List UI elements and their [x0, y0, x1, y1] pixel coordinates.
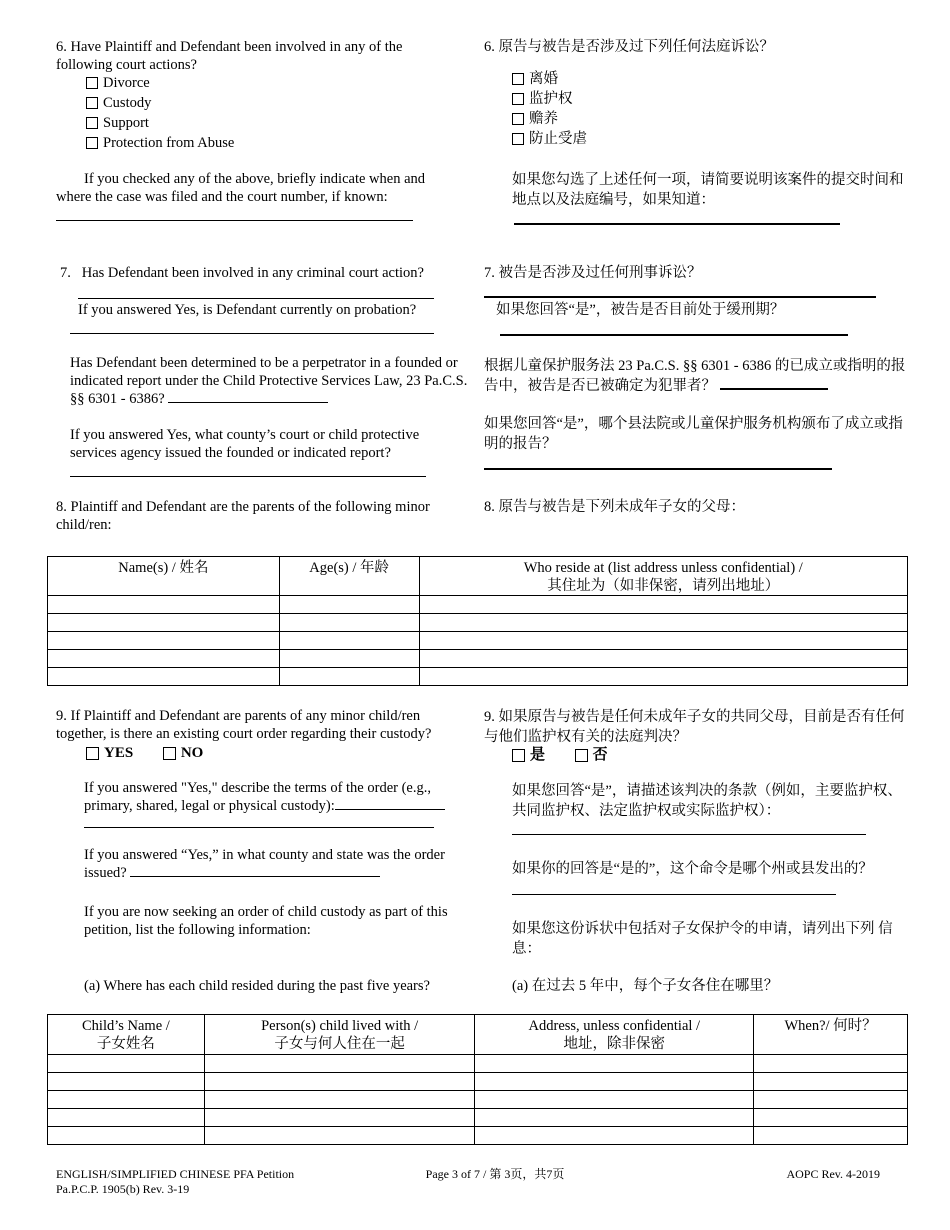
q8-question-zh: 8. 原告与被告是下列未成年子女的父母： [484, 499, 745, 515]
col-address-header: Who reside at (list address unless confidential) / 其住址为（如非保密，请列出地址） [419, 557, 907, 596]
q7-probation-zh: 如果您回答“是”，被告是否目前处于缓刑期？ [496, 302, 785, 318]
q6-option-divorce-zh[interactable]: 离婚 [512, 69, 587, 89]
table-row [48, 632, 908, 650]
q9-question-en: 9. If Plaintiff and Defendant are parents of any minor child/ren together, is there an existing court order regarding their custody? [56, 708, 432, 742]
q9-terms-line-en[interactable] [84, 827, 434, 828]
q7-county-zh: 如果您回答“是”，哪个县法院或儿童保护服务机构颁布了成立或指明的报告？ [484, 416, 903, 452]
q7-perpetrator-en: Has Defendant been determined to be a perpetrator in a founded or indicated report under the Child Protective Services Law, 23 Pa.C.S. §§ 6301 - 6386? [70, 355, 468, 407]
q9-seeking-en: If you are now seeking an order of child custody as part of this petition, list the following information: [84, 904, 448, 938]
table-row [48, 1091, 908, 1109]
q6-option-pfa-zh[interactable]: 防止受虐 [512, 129, 587, 149]
q6-option-support[interactable]: Support [86, 113, 234, 133]
checkbox[interactable] [512, 113, 524, 125]
checkbox[interactable] [512, 93, 524, 105]
q7-probation-line-en[interactable] [70, 333, 434, 334]
q9-terms-en: If you answered "Yes," describe the terms of the order (e.g., primary, shared, legal or physical custody): [84, 779, 456, 815]
q7-question-en: 7. Has Defendant been involved in any criminal court action? [60, 265, 424, 281]
q7-county-line-en[interactable] [70, 476, 426, 477]
children-table [47, 556, 908, 686]
checkbox[interactable] [163, 747, 176, 760]
q6-followup-en: If you checked any of the above, briefly indicate when and where the case was filed and the court number, if known: [56, 171, 426, 205]
q8-question-en: 8. Plaintiff and Defendant are the parents of the following minor child/ren: [56, 499, 430, 533]
table-row [48, 1073, 908, 1091]
q7-probation-en: If you answered Yes, is Defendant currently on probation? [78, 302, 417, 318]
col-address-header: Address, unless confidential / 地址，除非保密 [475, 1015, 754, 1055]
col-child-name-header: Child’s Name / 子女姓名 [48, 1015, 205, 1055]
q6-option-support-zh[interactable]: 赡养 [512, 109, 587, 129]
col-age-header: Age(s) / 年龄 [279, 557, 419, 596]
table-row [48, 650, 908, 668]
checkbox[interactable] [512, 749, 525, 762]
col-name-header: Name(s) / 姓名 [48, 557, 280, 596]
q7-county-en: If you answered Yes, what county’s court or child protective services agency issued the founded or indicated report? [70, 427, 420, 461]
col-when-header: When?/ 何时？ [754, 1015, 908, 1055]
checkbox[interactable] [86, 117, 98, 129]
q7-question-zh: 7. 被告是否涉及过任何刑事诉讼？ [484, 265, 702, 281]
footer-form-name: ENGLISH/SIMPLIFIED CHINESE PFA Petition [56, 1167, 295, 1181]
table-row [48, 668, 908, 686]
q7-line-1-zh[interactable] [484, 296, 876, 298]
checkbox[interactable] [86, 137, 98, 149]
checkbox[interactable] [575, 749, 588, 762]
q9-where-blank-en[interactable] [130, 864, 380, 877]
table-row [48, 596, 908, 614]
q9-terms-zh: 如果您回答“是”，请描述该判决的条款（例如，主要监护权、共同监护权、法定监护权或实际监护权）： [512, 783, 902, 819]
q9-where-line-zh[interactable] [512, 894, 836, 895]
q6-option-custody[interactable]: Custody [86, 93, 234, 113]
q6-option-pfa[interactable]: Protection from Abuse [86, 133, 234, 153]
q9-where-en: If you answered “Yes,” in what county and state was the order issued? [84, 847, 445, 881]
checkbox[interactable] [86, 77, 98, 89]
q7-county-line-zh[interactable] [484, 468, 832, 470]
checkbox[interactable] [512, 133, 524, 145]
q9-a-zh: (a) 在过去 5 年中，每个子女各住在哪里？ [512, 978, 779, 994]
q9-yesno-en [86, 744, 229, 765]
q6-followup-zh: 如果您勾选了上述任何一项，请简要说明该案件的提交时间和地点以及法庭编号，如果知道： [512, 172, 904, 208]
q6-answer-line-en[interactable] [56, 220, 413, 221]
q9-seeking-zh: 如果您这份诉状中包括对子女保护令的申请，请列出下列 信息： [512, 921, 893, 957]
q7-probation-line-zh[interactable] [500, 334, 848, 336]
footer-revision: AOPC Rev. 4-2019 [786, 1167, 880, 1181]
q7-perpetrator-blank-zh[interactable] [720, 376, 828, 390]
footer-rule: Pa.P.C.P. 1905(b) Rev. 3-19 [56, 1182, 190, 1196]
checkbox[interactable] [86, 747, 99, 760]
q7-perpetrator-blank-en[interactable] [168, 390, 328, 403]
q6-option-divorce[interactable]: Divorce [86, 73, 234, 93]
q6-option-custody-zh[interactable]: 监护权 [512, 89, 587, 109]
table-row [48, 614, 908, 632]
q9-yesno-zh [512, 746, 634, 767]
table-row [48, 1127, 908, 1145]
residence-table [47, 1014, 908, 1145]
q9-where-zh: 如果你的回答是“是的”，这个命令是哪个州或县发出的？ [512, 861, 873, 877]
table-row [48, 1109, 908, 1127]
q9-question-zh: 9. 如果原告与被告是任何未成年子女的共同父母，目前是否有任何与他们监护权有关的法庭判决？ [484, 709, 905, 745]
q6-options-en [86, 73, 234, 153]
q9-yes-option-zh[interactable]: 是 [512, 746, 545, 764]
q6-question-zh: 6. 原告与被告是否涉及过下列任何法庭诉讼？ [484, 39, 774, 55]
q6-answer-line-zh[interactable] [514, 223, 840, 225]
q9-terms-line-zh[interactable] [512, 834, 866, 835]
q9-a-en: (a) Where has each child resided during the past five years? [84, 978, 430, 994]
checkbox[interactable] [86, 97, 98, 109]
q9-no-option[interactable]: NO [163, 744, 204, 762]
col-lived-with-header: Person(s) child lived with / 子女与何人住在一起 [204, 1015, 475, 1055]
q7-line-1-en[interactable] [78, 298, 434, 299]
q6-options-zh [512, 69, 587, 149]
q9-yes-option[interactable]: YES [86, 744, 133, 762]
checkbox[interactable] [512, 73, 524, 85]
table-row [48, 1055, 908, 1073]
q7-perpetrator-zh: 根据儿童保护服务法 23 Pa.C.S. §§ 6301 - 6386 的已成立或指明的报告中，被告是否已被确定为犯罪者？ [484, 358, 906, 394]
q6-question-en: 6. Have Plaintiff and Defendant been involved in any of the following court actions? [56, 39, 403, 73]
q9-no-option-zh[interactable]: 否 [575, 746, 608, 764]
footer-left [56, 1167, 294, 1197]
page-number: Page 3 of 7 / 第 3页，共7页 [425, 1167, 565, 1181]
q9-terms-blank-en[interactable] [335, 797, 445, 810]
